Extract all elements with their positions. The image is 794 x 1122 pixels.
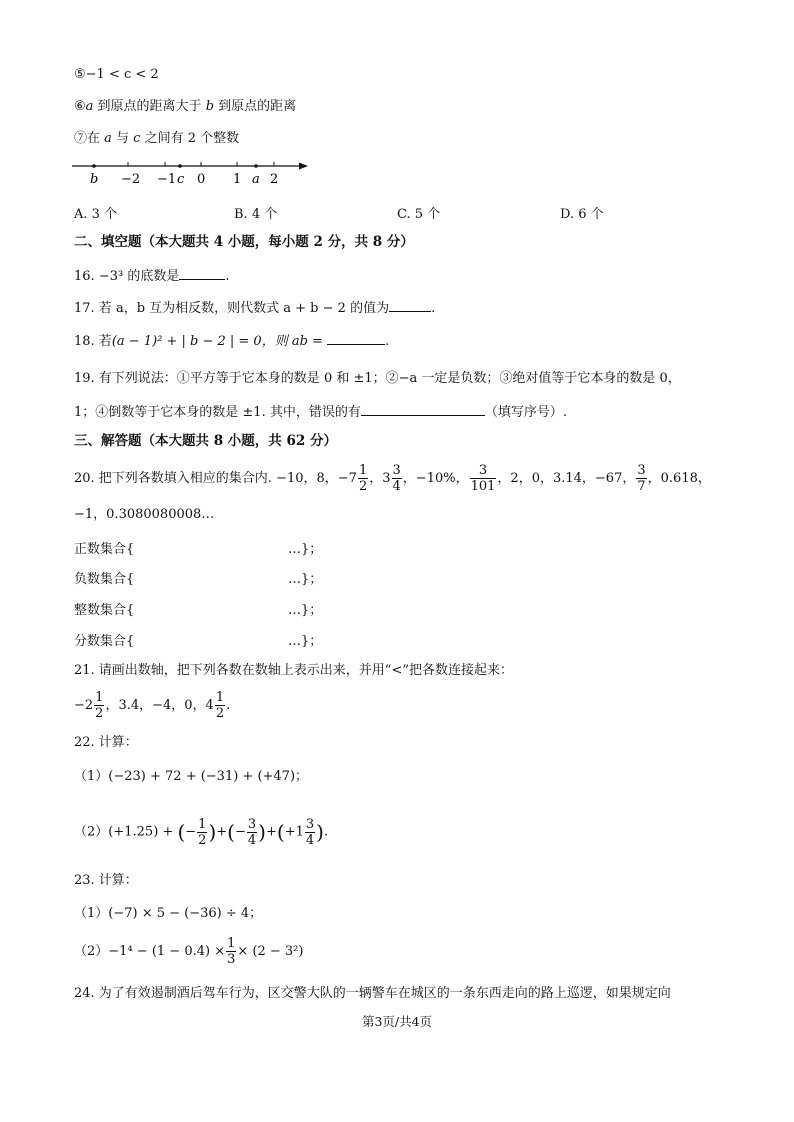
fraction-numerator: 1 — [198, 816, 207, 832]
expression: (−23) + 72 + (−31) + (+47)； — [108, 769, 309, 784]
set-end: …}； — [288, 542, 323, 557]
fraction — [94, 690, 104, 721]
answer-blank-16[interactable] — [179, 266, 225, 280]
question-17-end: . — [431, 301, 436, 316]
option-a[interactable]: A. 3 个 — [74, 207, 118, 222]
option-c[interactable]: C. 5 个 — [397, 207, 441, 222]
question-19-line-2 — [74, 402, 567, 422]
question-19-line-1: 19. 有下列说法：①平方等于它本身的数是 0 和 ±1；②−a 一定是负数；③绝对值等于它本身的数是 0， — [74, 371, 681, 386]
part-label: （2） — [74, 824, 109, 840]
statement-7-marker: ⑦在 — [74, 131, 105, 146]
label-minus-1: −1 — [157, 172, 177, 187]
question-20-line-2: −1，0.3080080008… — [74, 507, 215, 522]
fraction-denominator: 4 — [392, 479, 401, 494]
fraction-denominator: 2 — [95, 706, 104, 721]
fraction-denominator: 4 — [247, 832, 257, 848]
statement-7 — [74, 130, 239, 148]
point-b — [92, 164, 96, 168]
fraction — [305, 817, 315, 848]
fraction-denominator: 4 — [305, 832, 315, 848]
question-18-end: . — [385, 334, 390, 349]
expression-end: . — [323, 824, 329, 840]
question-22-title: 22. 计算： — [74, 735, 138, 750]
label-minus-2: −2 — [121, 172, 141, 187]
var-c: c — [133, 131, 141, 146]
set-integer — [74, 599, 323, 618]
fraction — [197, 817, 207, 848]
fraction-numerator: 1 — [358, 463, 368, 478]
fraction — [215, 690, 225, 721]
statement-6-text-end: 到原点的距离 — [214, 99, 297, 114]
set-end: …}； — [288, 572, 323, 587]
var-b: b — [205, 99, 215, 114]
label-c: c — [177, 172, 185, 187]
fraction-denominator: 2 — [358, 479, 368, 494]
label-0: 0 — [197, 172, 206, 187]
question-16-number: 16. — [74, 269, 95, 284]
fraction — [392, 463, 402, 494]
fraction-numerator: 3 — [470, 463, 497, 479]
option-b[interactable]: B. 4 个 — [234, 207, 278, 222]
question-18 — [74, 331, 389, 351]
question-22-part-2: （2）(+1.25) + (− $\frac{1}{2}$ )+(− $\frac{3}{4}$ )+(+1 $\frac{3}{4}$ ). — [74, 816, 329, 848]
point-c — [178, 164, 182, 168]
section-3-title: 三、解答题（本大题共 8 小题，共 62 分） — [74, 433, 337, 449]
page-number: 第3页/共4页 — [361, 1014, 433, 1029]
question-24-text: 24. 为了有效遏制酒后驾车行为，区交警大队的一辆警车在城区的一条东西走向的路上巡逻，如果规定向 — [74, 986, 671, 1001]
set-end: …}； — [288, 634, 323, 649]
question-20-intro: 20. 把下列各数填入相应的集合内. −10，8，−7 — [74, 471, 357, 486]
number-line-arrow-icon — [299, 163, 308, 170]
question-17-text: 17. 若 a，b 互为相反数，则代数式 a + b − 2 的值为 — [74, 301, 390, 316]
question-21-text: 21. 请画出数轴，把下列各数在数轴上表示出来，并用“<”把各数连接起来： — [74, 663, 513, 678]
question-21-list: ，3.4，−4，0，4 — [105, 698, 214, 713]
fraction-numerator: 1 — [227, 936, 236, 951]
question-23-title: 23. 计算： — [74, 873, 138, 888]
question-16-text: −3³ 的底数是 — [98, 269, 180, 284]
expression: (+1.25) + — [108, 824, 174, 840]
question-23-part-2 — [74, 934, 303, 970]
question-20-text: ，3 — [369, 471, 391, 486]
question-20-text: ，2，0，3.14，−67， — [497, 471, 636, 486]
var-a: a — [85, 99, 94, 114]
answer-blank-18[interactable] — [327, 331, 385, 345]
set-label: 整数集合{ — [74, 603, 135, 618]
fraction-denominator: 7 — [637, 479, 646, 494]
statement-6-marker: ⑥ — [74, 99, 86, 114]
fraction-numerator: 1 — [215, 690, 225, 705]
fraction-numerator: 3 — [637, 463, 646, 478]
statement-5: ⑤−1 < c < 2 — [74, 67, 159, 82]
question-16 — [74, 266, 229, 286]
fraction-numerator: 1 — [95, 690, 104, 705]
set-negative — [74, 568, 323, 587]
expression: (−7) × 5 − (−36) ÷ 4； — [108, 906, 263, 921]
fraction — [470, 463, 497, 494]
question-20-line-1 — [74, 461, 711, 497]
fraction-numerator: 3 — [247, 816, 257, 832]
set-fraction — [74, 630, 323, 649]
question-20-text: ，−10%， — [402, 471, 469, 486]
mixed-number-whole: −2 — [74, 698, 94, 713]
question-18-expr: (a − 1)² + | b − 2 | = 0，则 ab = — [111, 334, 323, 349]
expression: × (2 − 3²) — [237, 944, 304, 959]
fraction-denominator: 101 — [470, 479, 496, 494]
var-a: a — [104, 131, 112, 146]
part-label: （2） — [74, 944, 109, 959]
fraction — [247, 817, 257, 848]
statement-7-text-end: 之间有 2 个整数 — [140, 131, 240, 146]
label-b: b — [90, 172, 99, 187]
point-a — [254, 164, 258, 168]
fraction — [636, 463, 646, 494]
question-22-part-1 — [74, 768, 308, 786]
part-label: （1） — [74, 906, 109, 921]
statement-7-text: 与 — [111, 131, 134, 146]
set-end: …}； — [288, 603, 323, 618]
statement-6-text: 到原点的距离大于 — [93, 99, 206, 114]
label-a: a — [252, 172, 260, 187]
fraction-denominator: 2 — [198, 832, 207, 848]
question-19-end: （填写序号）. — [484, 405, 567, 420]
section-2-title: 二、填空题（本大题共 4 小题，每小题 2 分，共 8 分） — [74, 234, 414, 250]
fraction — [358, 463, 368, 494]
statement-6 — [74, 98, 296, 116]
set-label: 正数集合{ — [74, 542, 135, 557]
option-d[interactable]: D. 6 个 — [560, 207, 604, 222]
number-line — [70, 156, 320, 190]
question-23-part-1 — [74, 905, 262, 923]
label-1: 1 — [233, 172, 242, 187]
set-label: 负数集合{ — [74, 572, 135, 587]
question-21-numbers — [74, 688, 230, 724]
fraction-numerator: 3 — [305, 816, 315, 832]
fraction-denominator: 3 — [227, 952, 236, 967]
question-19-text: 1；④倒数等于它本身的数是 ±1. 其中，错误的有 — [74, 405, 361, 420]
fraction — [226, 936, 236, 967]
question-17 — [74, 298, 435, 318]
set-label: 分数集合{ — [74, 634, 135, 649]
label-2: 2 — [270, 172, 279, 187]
fraction-denominator: 2 — [215, 706, 225, 721]
answer-blank-19[interactable] — [361, 402, 485, 416]
question-16-end: . — [225, 269, 230, 284]
expression: −1⁴ − (1 − 0.4) × — [108, 944, 226, 959]
answer-blank-17[interactable] — [389, 298, 431, 312]
question-18-pre: 18. 若 — [74, 334, 112, 349]
fraction-numerator: 3 — [392, 463, 401, 478]
set-positive — [74, 538, 323, 557]
mixed-number-whole: +1 — [284, 824, 304, 840]
question-21-end: . — [226, 698, 231, 713]
part-label: （1） — [74, 769, 109, 784]
question-20-text: ，0.618， — [647, 471, 711, 486]
